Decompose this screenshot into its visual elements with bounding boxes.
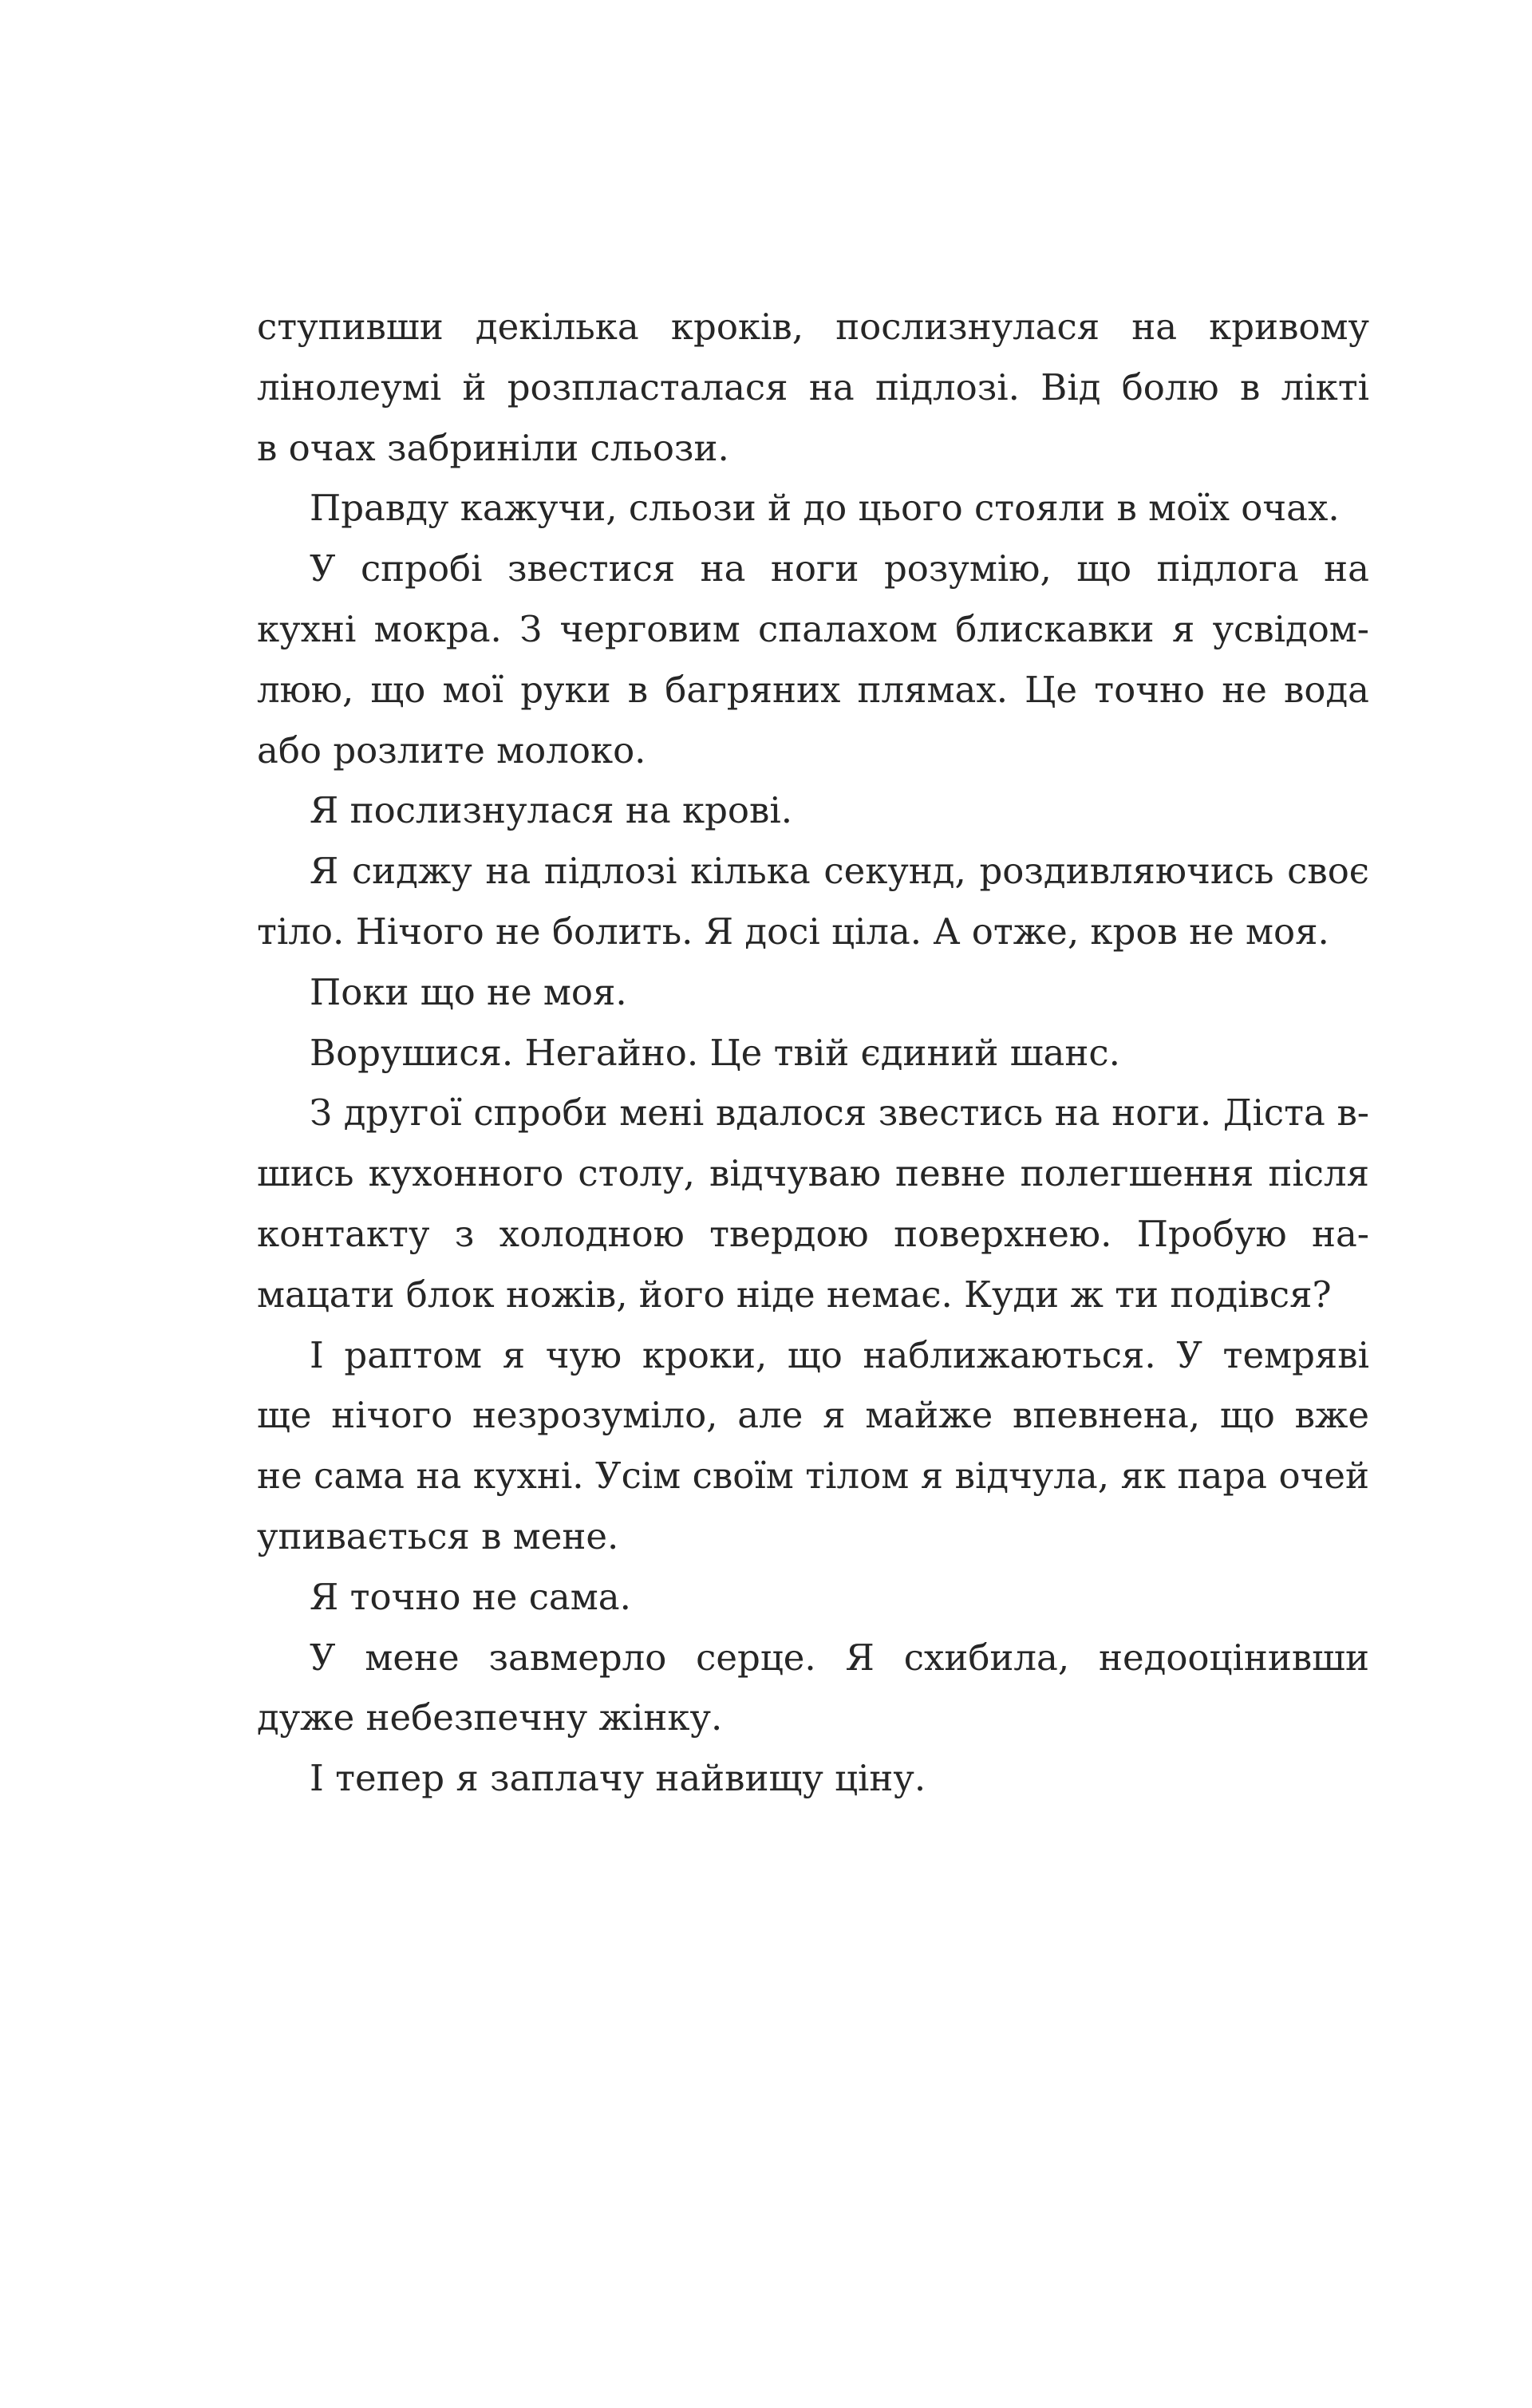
text-line: І раптом я чую кроки, що наближаються. У темряві bbox=[310, 1333, 1369, 1376]
text-line: не сама на кухні. Усім своїм тілом я відчула, як пара очей bbox=[257, 1455, 1369, 1498]
text-line: З другої спроби мені вдалося звестись на ноги. Діста в- bbox=[310, 1091, 1369, 1135]
text-line: Поки що не моя. bbox=[310, 970, 627, 1013]
text-line: ступивши декілька кроків, послизнулася на кривому bbox=[257, 306, 1369, 348]
text-line: Я послизнулася на крові. bbox=[310, 789, 793, 832]
text-line: контакту з холодною твердою поверхнею. Пробую на- bbox=[257, 1212, 1369, 1255]
text-line: У спробі звестися на ноги розумію, що підлога на bbox=[310, 547, 1369, 590]
text-line: І тепер я заплачу найвищу ціну. bbox=[310, 1757, 926, 1800]
text-line: У мене завмерло серце. Я схибила, недооцінивши bbox=[310, 1636, 1369, 1679]
text-line: або розлите молоко. bbox=[257, 728, 646, 772]
text-line: ще нічого незрозуміло, але я майже впевнена, що вже bbox=[257, 1394, 1369, 1437]
text-line: люю, що мої руки в багряних плямах. Це точно не вода bbox=[257, 668, 1369, 711]
text-line: Правду кажучи, сльози й до цього стояли в моїх очах. bbox=[310, 487, 1340, 530]
text-line: лінолеумі й розпласталася на підлозі. Від болю в лікті bbox=[257, 365, 1369, 409]
text-line: упивається в мене. bbox=[257, 1514, 619, 1557]
page-body-text bbox=[257, 297, 1369, 1809]
text-line: Я точно не сама. bbox=[310, 1575, 631, 1618]
text-line: Я сиджу на підлозі кілька секунд, роздивляючись своє bbox=[310, 850, 1369, 893]
text-line: мацати блок ножів, його ніде немає. Куди ж ти подівся? bbox=[257, 1273, 1332, 1316]
text-line: Ворушися. Негайно. Це твій єдиний шанс. bbox=[310, 1031, 1120, 1074]
text-line: шись кухонного столу, відчуваю певне полегшення після bbox=[257, 1152, 1369, 1195]
text-line: тіло. Нічого не болить. Я досі ціла. А отже, кров не моя. bbox=[257, 910, 1329, 953]
text-line: дуже небезпечну жінку. bbox=[257, 1696, 723, 1739]
text-line: кухні мокра. З черговим спалахом блискавки я усвідом- bbox=[257, 607, 1369, 650]
text-line: в очах забриніли сльози. bbox=[257, 426, 729, 469]
